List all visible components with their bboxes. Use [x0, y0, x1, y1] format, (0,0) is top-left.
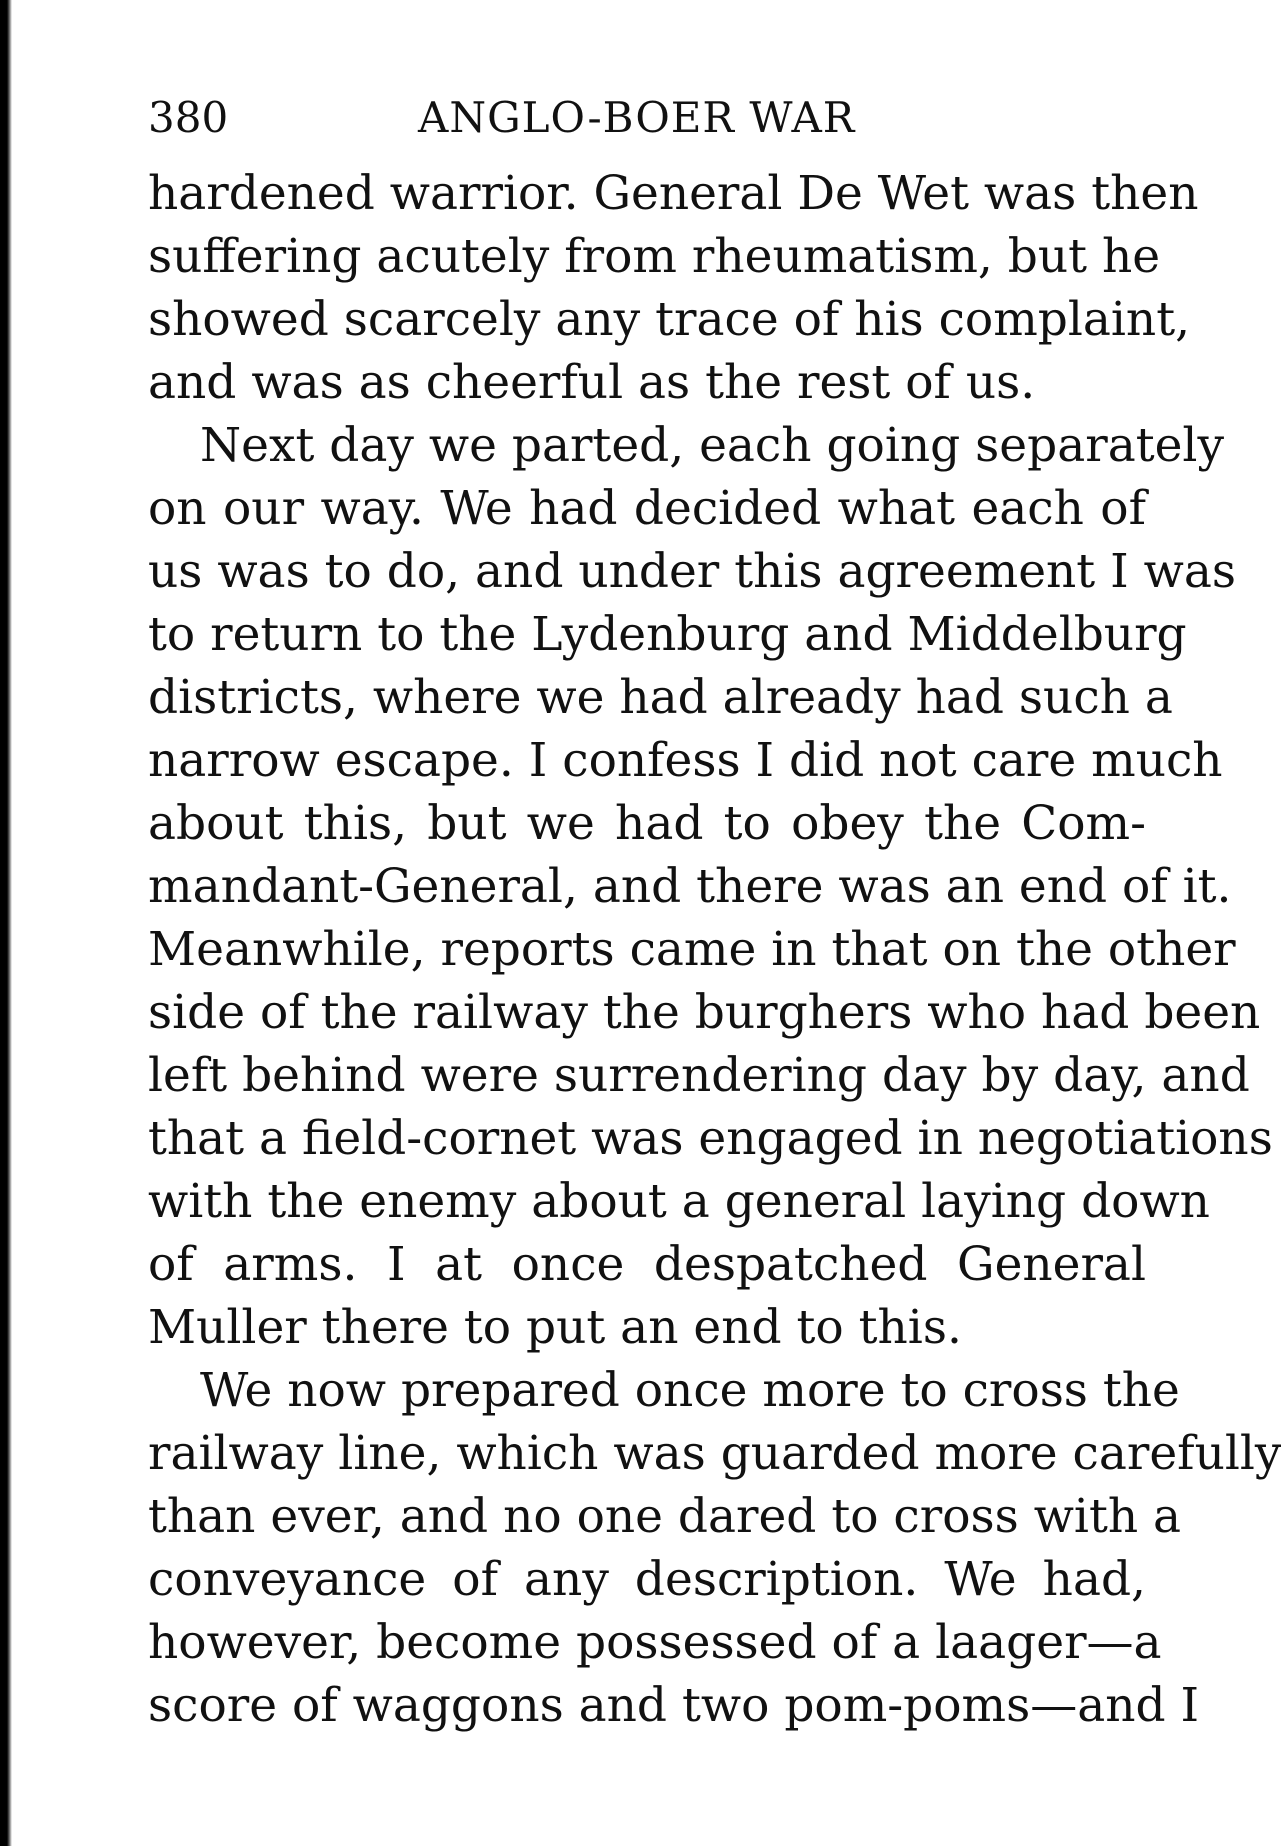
text-line: narrow escape. I confess I did not care much	[148, 733, 1223, 788]
page-header	[148, 88, 1148, 148]
text-line: however, become possessed of a laager—a	[148, 1615, 1162, 1670]
text-line: districts, where we had already had such a	[148, 670, 1173, 725]
text-line: that a field-cornet was engaged in negotiations	[148, 1111, 1273, 1166]
text-line: of arms. I at once despatched General	[148, 1237, 1146, 1292]
text-line: We now prepared once more to cross the	[200, 1363, 1180, 1418]
text-line: than ever, and no one dared to cross with a	[148, 1489, 1182, 1544]
body-text	[148, 162, 1281, 1737]
running-title: ANGLO-BOER WAR	[418, 93, 856, 142]
binding-edge	[0, 0, 12, 1846]
text-line: about this, but we had to obey the Com-	[148, 796, 1146, 851]
text-line: showed scarcely any trace of his complaint,	[148, 292, 1191, 347]
text-line: on our way. We had decided what each of	[148, 481, 1146, 536]
text-line: mandant-General, and there was an end of it.	[148, 859, 1232, 914]
text-line: with the enemy about a general laying down	[148, 1174, 1210, 1229]
text-line: left behind were surrendering day by day, and	[148, 1048, 1250, 1103]
text-line: to return to the Lydenburg and Middelburg	[148, 607, 1187, 662]
text-line: railway line, which was guarded more carefully	[148, 1426, 1281, 1481]
text-line: score of waggons and two pom-poms—and I	[148, 1678, 1200, 1733]
page-number: 380	[148, 93, 229, 142]
text-line: and was as cheerful as the rest of us.	[148, 355, 1036, 410]
text-line: Meanwhile, reports came in that on the other	[148, 922, 1236, 977]
text-line: hardened warrior. General De Wet was then	[148, 166, 1199, 221]
text-line: us was to do, and under this agreement I was	[148, 544, 1236, 599]
text-line: side of the railway the burghers who had been	[148, 985, 1261, 1040]
text-line: Muller there to put an end to this.	[148, 1300, 962, 1355]
text-line: Next day we parted, each going separately	[200, 418, 1224, 473]
text-line: conveyance of any description. We had,	[148, 1552, 1146, 1607]
text-line: suffering acutely from rheumatism, but he	[148, 229, 1161, 284]
